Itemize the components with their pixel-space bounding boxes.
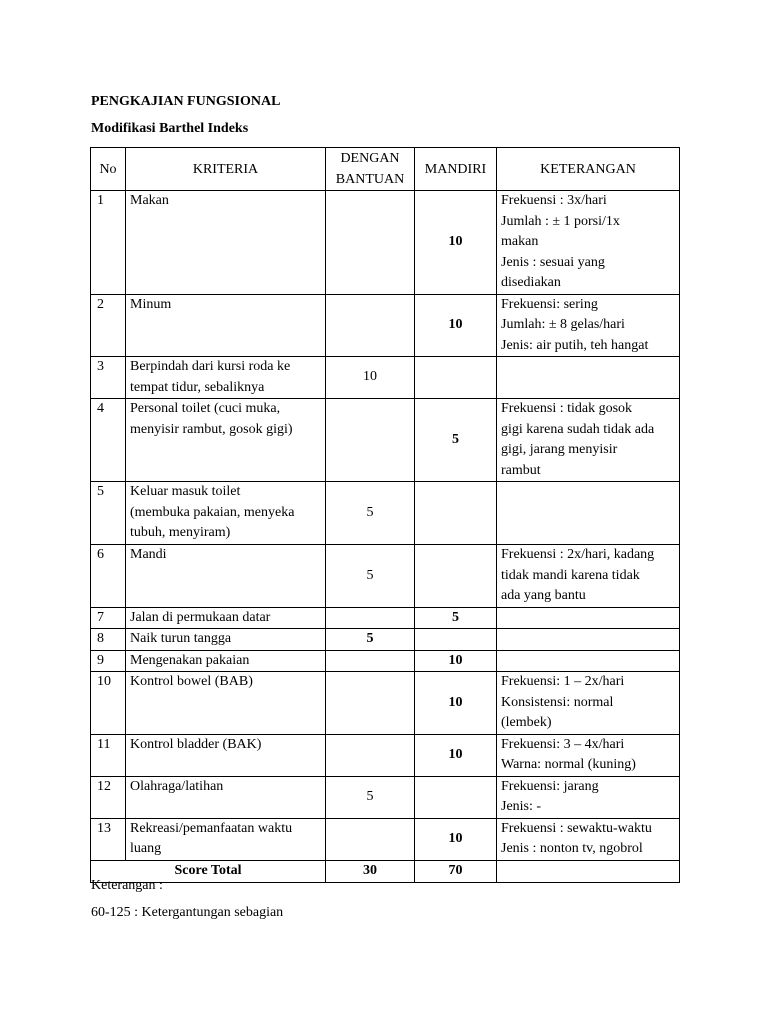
footnote-label: Keterangan :: [91, 878, 163, 893]
row-dengan-bantuan: [326, 672, 415, 735]
row-kriteria: Makan: [126, 191, 326, 295]
row-no: 13: [91, 818, 126, 860]
table-total-row: [91, 860, 680, 882]
table-row: [91, 776, 680, 818]
row-keterangan: [497, 629, 680, 651]
total-dengan-bantuan: 30: [326, 860, 415, 882]
row-dengan-bantuan: [326, 650, 415, 672]
row-dengan-bantuan: 5: [326, 776, 415, 818]
row-keterangan: Frekuensi: 3 – 4x/hari Warna: normal (kuning): [497, 734, 680, 776]
document-subtitle: Modifikasi Barthel Indeks: [91, 121, 249, 136]
total-label: Score Total: [91, 860, 326, 882]
row-dengan-bantuan: 5: [326, 629, 415, 651]
row-mandiri: 10: [415, 191, 497, 295]
row-mandiri: 10: [415, 734, 497, 776]
row-no: 5: [91, 482, 126, 545]
table-row: [91, 672, 680, 735]
barthel-index-table: [90, 147, 680, 883]
table-header-row: [91, 148, 680, 191]
row-kriteria: Jalan di permukaan datar: [126, 607, 326, 629]
row-mandiri: 10: [415, 650, 497, 672]
row-no: 1: [91, 191, 126, 295]
row-mandiri: 5: [415, 399, 497, 482]
row-keterangan: [497, 607, 680, 629]
table-row: [91, 357, 680, 399]
row-keterangan: Frekuensi: jarang Jenis: -: [497, 776, 680, 818]
row-kriteria: Personal toilet (cuci muka, menyisir rambut, gosok gigi): [126, 399, 326, 482]
table-row: [91, 607, 680, 629]
total-keterangan: [497, 860, 680, 882]
table-row: [91, 545, 680, 608]
row-no: 11: [91, 734, 126, 776]
row-mandiri: [415, 357, 497, 399]
row-keterangan: Frekuensi : sewaktu-waktu Jenis : nonton tv, ngobrol: [497, 818, 680, 860]
table-row: [91, 399, 680, 482]
row-dengan-bantuan: 5: [326, 545, 415, 608]
row-mandiri: 10: [415, 294, 497, 357]
row-mandiri: 10: [415, 818, 497, 860]
row-kriteria: Keluar masuk toilet (membuka pakaian, menyeka tubuh, menyiram): [126, 482, 326, 545]
score-legend: 60-125 : Ketergantungan sebagian: [91, 905, 284, 920]
row-kriteria: Naik turun tangga: [126, 629, 326, 651]
row-keterangan: Frekuensi : tidak gosok gigi karena sudah tidak ada gigi, jarang menyisir rambut: [497, 399, 680, 482]
header-mandiri: MANDIRI: [415, 148, 497, 191]
row-kriteria: Mengenakan pakaian: [126, 650, 326, 672]
row-kriteria: Berpindah dari kursi roda ke tempat tidur, sebaliknya: [126, 357, 326, 399]
row-mandiri: 10: [415, 672, 497, 735]
row-keterangan: [497, 357, 680, 399]
row-mandiri: [415, 776, 497, 818]
row-no: 12: [91, 776, 126, 818]
header-no: No: [91, 148, 126, 191]
row-dengan-bantuan: [326, 818, 415, 860]
table-row: [91, 294, 680, 357]
row-keterangan: Frekuensi : 3x/hari Jumlah : ± 1 porsi/1x makan Jenis : sesuai yang disediakan: [497, 191, 680, 295]
row-kriteria: Rekreasi/pemanfaatan waktu luang: [126, 818, 326, 860]
row-kriteria: Kontrol bowel (BAB): [126, 672, 326, 735]
row-no: 4: [91, 399, 126, 482]
table-row: [91, 482, 680, 545]
row-mandiri: 5: [415, 607, 497, 629]
row-keterangan: [497, 650, 680, 672]
row-no: 2: [91, 294, 126, 357]
row-mandiri: [415, 545, 497, 608]
row-no: 8: [91, 629, 126, 651]
row-no: 6: [91, 545, 126, 608]
row-mandiri: [415, 629, 497, 651]
row-dengan-bantuan: [326, 734, 415, 776]
row-keterangan: Frekuensi: sering Jumlah: ± 8 gelas/hari Jenis: air putih, teh hangat: [497, 294, 680, 357]
row-dengan-bantuan: [326, 191, 415, 295]
row-dengan-bantuan: [326, 399, 415, 482]
document-title: PENGKAJIAN FUNGSIONAL: [91, 94, 281, 109]
header-dengan-bantuan: DENGAN BANTUAN: [326, 148, 415, 191]
table-row: [91, 818, 680, 860]
header-keterangan: KETERANGAN: [497, 148, 680, 191]
row-dengan-bantuan: [326, 294, 415, 357]
table-row: [91, 191, 680, 295]
table-row: [91, 650, 680, 672]
row-kriteria: Minum: [126, 294, 326, 357]
row-kriteria: Kontrol bladder (BAK): [126, 734, 326, 776]
row-no: 10: [91, 672, 126, 735]
row-keterangan: Frekuensi : 2x/hari, kadang tidak mandi karena tidak ada yang bantu: [497, 545, 680, 608]
row-keterangan: [497, 482, 680, 545]
row-kriteria: Mandi: [126, 545, 326, 608]
row-no: 9: [91, 650, 126, 672]
table-row: [91, 629, 680, 651]
row-kriteria: Olahraga/latihan: [126, 776, 326, 818]
row-no: 3: [91, 357, 126, 399]
row-no: 7: [91, 607, 126, 629]
header-kriteria: KRITERIA: [126, 148, 326, 191]
row-dengan-bantuan: 10: [326, 357, 415, 399]
row-dengan-bantuan: [326, 607, 415, 629]
table-body: [91, 191, 680, 883]
table-row: [91, 734, 680, 776]
row-mandiri: [415, 482, 497, 545]
row-keterangan: Frekuensi: 1 – 2x/hari Konsistensi: normal (lembek): [497, 672, 680, 735]
row-dengan-bantuan: 5: [326, 482, 415, 545]
total-mandiri: 70: [415, 860, 497, 882]
